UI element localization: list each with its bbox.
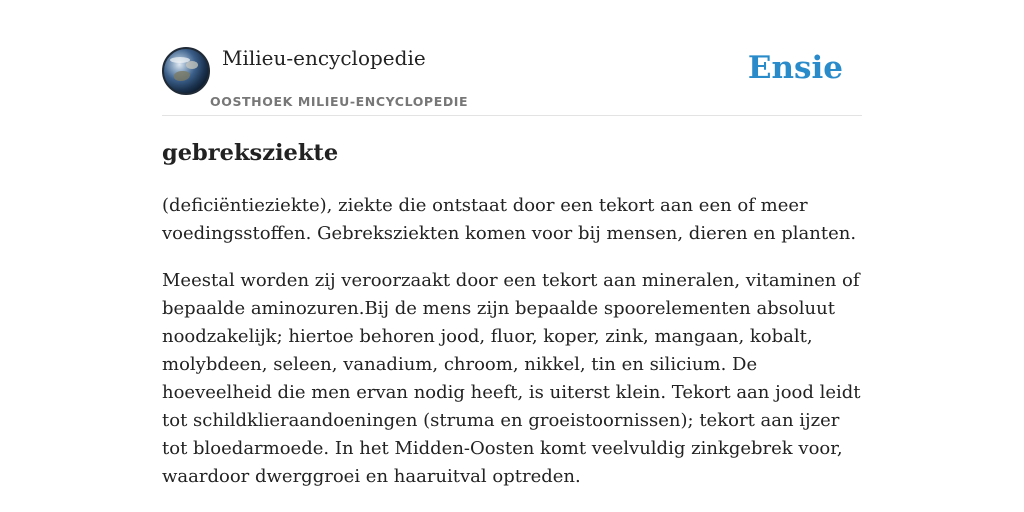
- article-paragraph: Meestal worden zij veroorzaakt door een tekort aan mineralen, vitaminen of bepaalde aminozuren.Bij de mens zijn bepaalde spoorelementen absoluut noodzakelijk; hiertoe behoren jood, fluor, koper, zink, mangaan, kobalt, molybdeen, seleen, vanadium, chroom, nikkel, tin en silicium. De hoeveelheid die men ervan nodig heeft, is uiterst klein. Tekort aan jood leidt tot schildklieraandoeningen (struma en groeistoornissen); tekort aan ijzer tot bloedarmoede. In het Midden-Oosten komt veelvuldig zinkgebrek voor, waardoor dwerggroei en haaruitval optreden.: [162, 270, 861, 487]
- globe-cloud-shape: [170, 57, 190, 63]
- globe-land-shape: [174, 71, 190, 81]
- globe-land-shape: [186, 61, 198, 69]
- brand-logo[interactable]: Ensie: [747, 50, 843, 86]
- article-paragraph: (deficiëntieziekte), ziekte die ontstaat door een tekort aan een of meer voedingsstoffen. Gebreksziekten komen voor bij mensen, dieren en planten.: [162, 195, 857, 244]
- article-title: gebreksziekte: [162, 140, 339, 166]
- site-subtitle: OOSTHOEK MILIEU-ENCYCLOPEDIE: [210, 94, 469, 109]
- site-header: [162, 0, 862, 116]
- earth-globe-icon[interactable]: [162, 47, 210, 95]
- page-content: [162, 0, 862, 512]
- site-title[interactable]: Milieu-encyclopedie: [222, 46, 426, 70]
